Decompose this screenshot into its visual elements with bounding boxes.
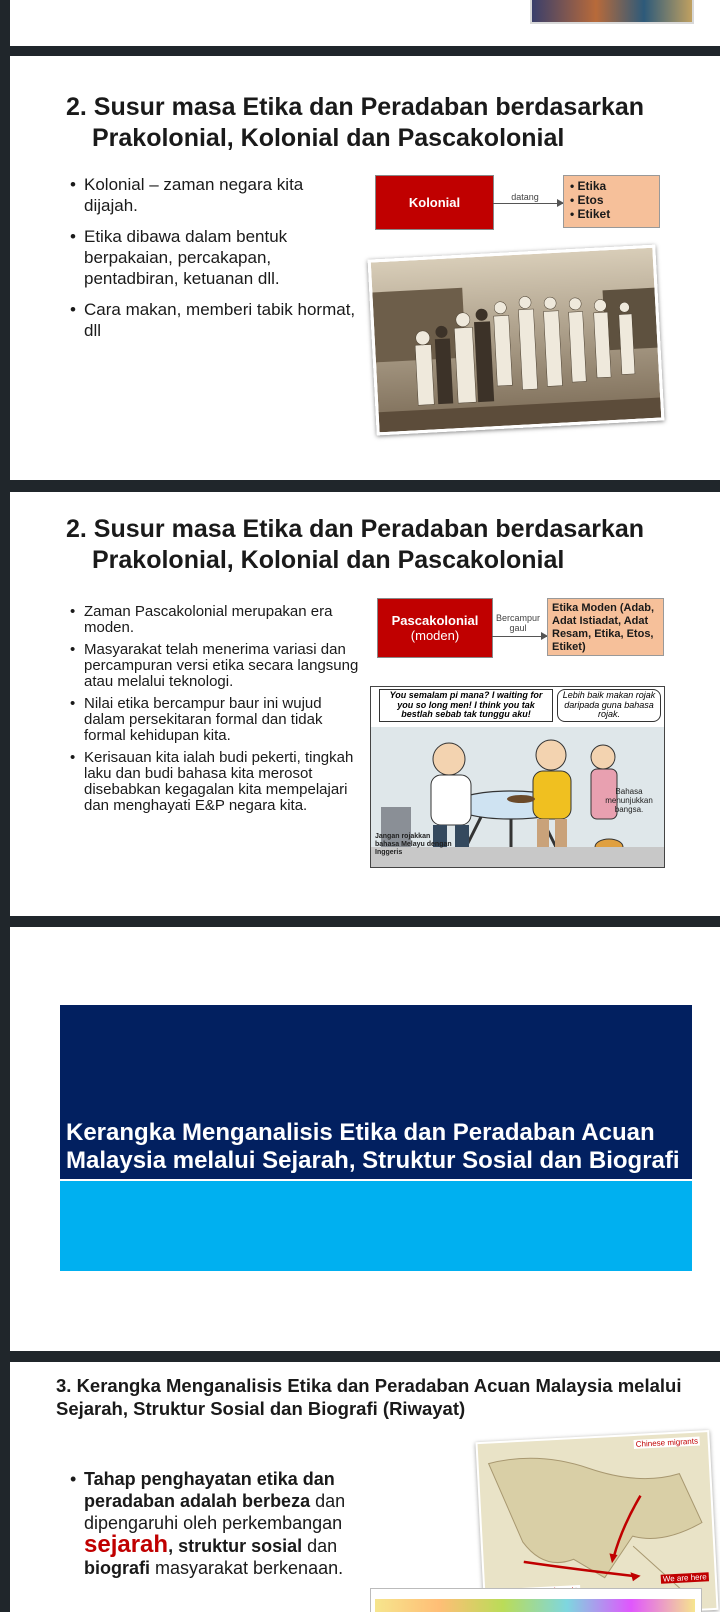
- timeline-strip: [370, 1588, 702, 1612]
- etika-item: • Etos: [570, 193, 604, 207]
- bullet-item: • Zaman Pascakolonial merupakan era moden.: [70, 604, 360, 636]
- migration-map: [475, 1430, 718, 1612]
- bullet-item: • Tahap penghayatan etika dan peradaban adalah berbeza dan dipengaruhi oleh perkembangan sejarah, struktur sosial dan biografi masyarakat berkenaan.: [70, 1468, 394, 1579]
- kolonial-label: Kolonial: [408, 195, 461, 210]
- bullet-item: • Etika dibawa dalam bentuk berpakaian, percakapan, pentadbiran, ketuanan dll.: [70, 226, 360, 289]
- etika-item: • Etiket: [570, 207, 611, 221]
- section-title-box: [60, 1005, 692, 1179]
- bullet-item: • Masyarakat telah menerima variasi dan percampuran versi etika secara langsung atau melalui teknologi.: [70, 642, 360, 690]
- etika-item: • Etika: [570, 179, 607, 193]
- title-line-1: 2. Susur masa Etika dan Peradaban berdasarkan: [66, 93, 645, 121]
- title-line-2: Prakolonial, Kolonial dan Pascakolonial: [92, 546, 565, 574]
- pascakolonial-label: Pascakolonial: [391, 613, 479, 628]
- arrow-label: datang: [511, 192, 539, 202]
- speech-bubble-right: Lebih baik makan rojak daripada guna bahasa rojak.: [557, 689, 661, 722]
- slide-pascakolonial: [10, 492, 720, 916]
- etika-moden-box: [547, 598, 664, 656]
- bullet-list: [70, 174, 360, 351]
- bullet-item: • Nilai etika bercampur baur ini wujud dalam persekitaran formal dan tidak formal kehidupan kita.: [70, 696, 360, 744]
- moden-label: (moden): [410, 628, 460, 643]
- speech-bubble-left: You semalam pi mana? I waiting for you so long men! I think you tak bestlah sebab tak tunggu aku!: [379, 689, 553, 722]
- arrow-connector: [492, 636, 547, 637]
- kolonial-box: [375, 175, 494, 230]
- cartoon-caption-left: Jangan rojakkan bahasa Melayu dengan Inggeris: [375, 833, 452, 856]
- highlight-sejarah: sejarah: [84, 1531, 169, 1558]
- etika-box: [563, 175, 660, 228]
- section-title: Kerangka Menganalisis Etika dan Peradaban Acuan Malaysia melalui Sejarah, Struktur Sosial dan Biografi: [66, 1119, 680, 1174]
- colonial-photo: [368, 245, 665, 436]
- colonial-photo-illustration: [371, 248, 662, 433]
- bullet-item: • Kerisauan kita ialah budi pekerti, tingkah laku dan budi bahasa kita merosot disebabkan kegagalan kita mempelajari dan menghayati E&P negara kita.: [70, 750, 360, 814]
- section-subtitle-box: [60, 1179, 692, 1271]
- title-line-1: 2. Susur masa Etika dan Peradaban berdasarkan: [66, 515, 645, 543]
- bullet-list: [70, 604, 360, 820]
- slide-kolonial: [10, 56, 720, 480]
- map-drawing: [478, 1432, 717, 1612]
- pascakolonial-box: [377, 598, 493, 658]
- title-line-2: Prakolonial, Kolonial dan Pascakolonial: [92, 124, 565, 152]
- arrow-connector: [493, 203, 563, 204]
- map-label-here: We are here: [662, 1572, 707, 1584]
- cartoon-illustration: [370, 686, 665, 868]
- cartoon-caption-right: Bahasa menunjukkan bangsa.: [605, 787, 653, 814]
- etika-moden-label: Etika Moden (Adab, Adat Istiadat, Adat Resam, Etika, Etos, Etiket): [552, 602, 655, 653]
- slide-image-partial: [530, 0, 694, 24]
- map-label-chinese: Chinese migrants: [635, 1436, 699, 1449]
- slide-partial-top: [10, 0, 720, 46]
- slide-title: [66, 92, 706, 154]
- bullet-item: • Cara makan, memberi tabik hormat, dll: [70, 299, 360, 341]
- bullet-item: • Kolonial – zaman negara kita dijajah.: [70, 174, 360, 216]
- arrow-label: Bercampur gaul: [495, 613, 540, 633]
- slide-title: 3. Kerangka Menganalisis Etika dan Peradaban Acuan Malaysia melalui Sejarah, Struktur Sosial dan Biografi (Riwayat): [56, 1375, 682, 1419]
- slide-title: [66, 514, 706, 576]
- slide-kerangka: [10, 1362, 720, 1612]
- slide-section-title: [10, 927, 720, 1351]
